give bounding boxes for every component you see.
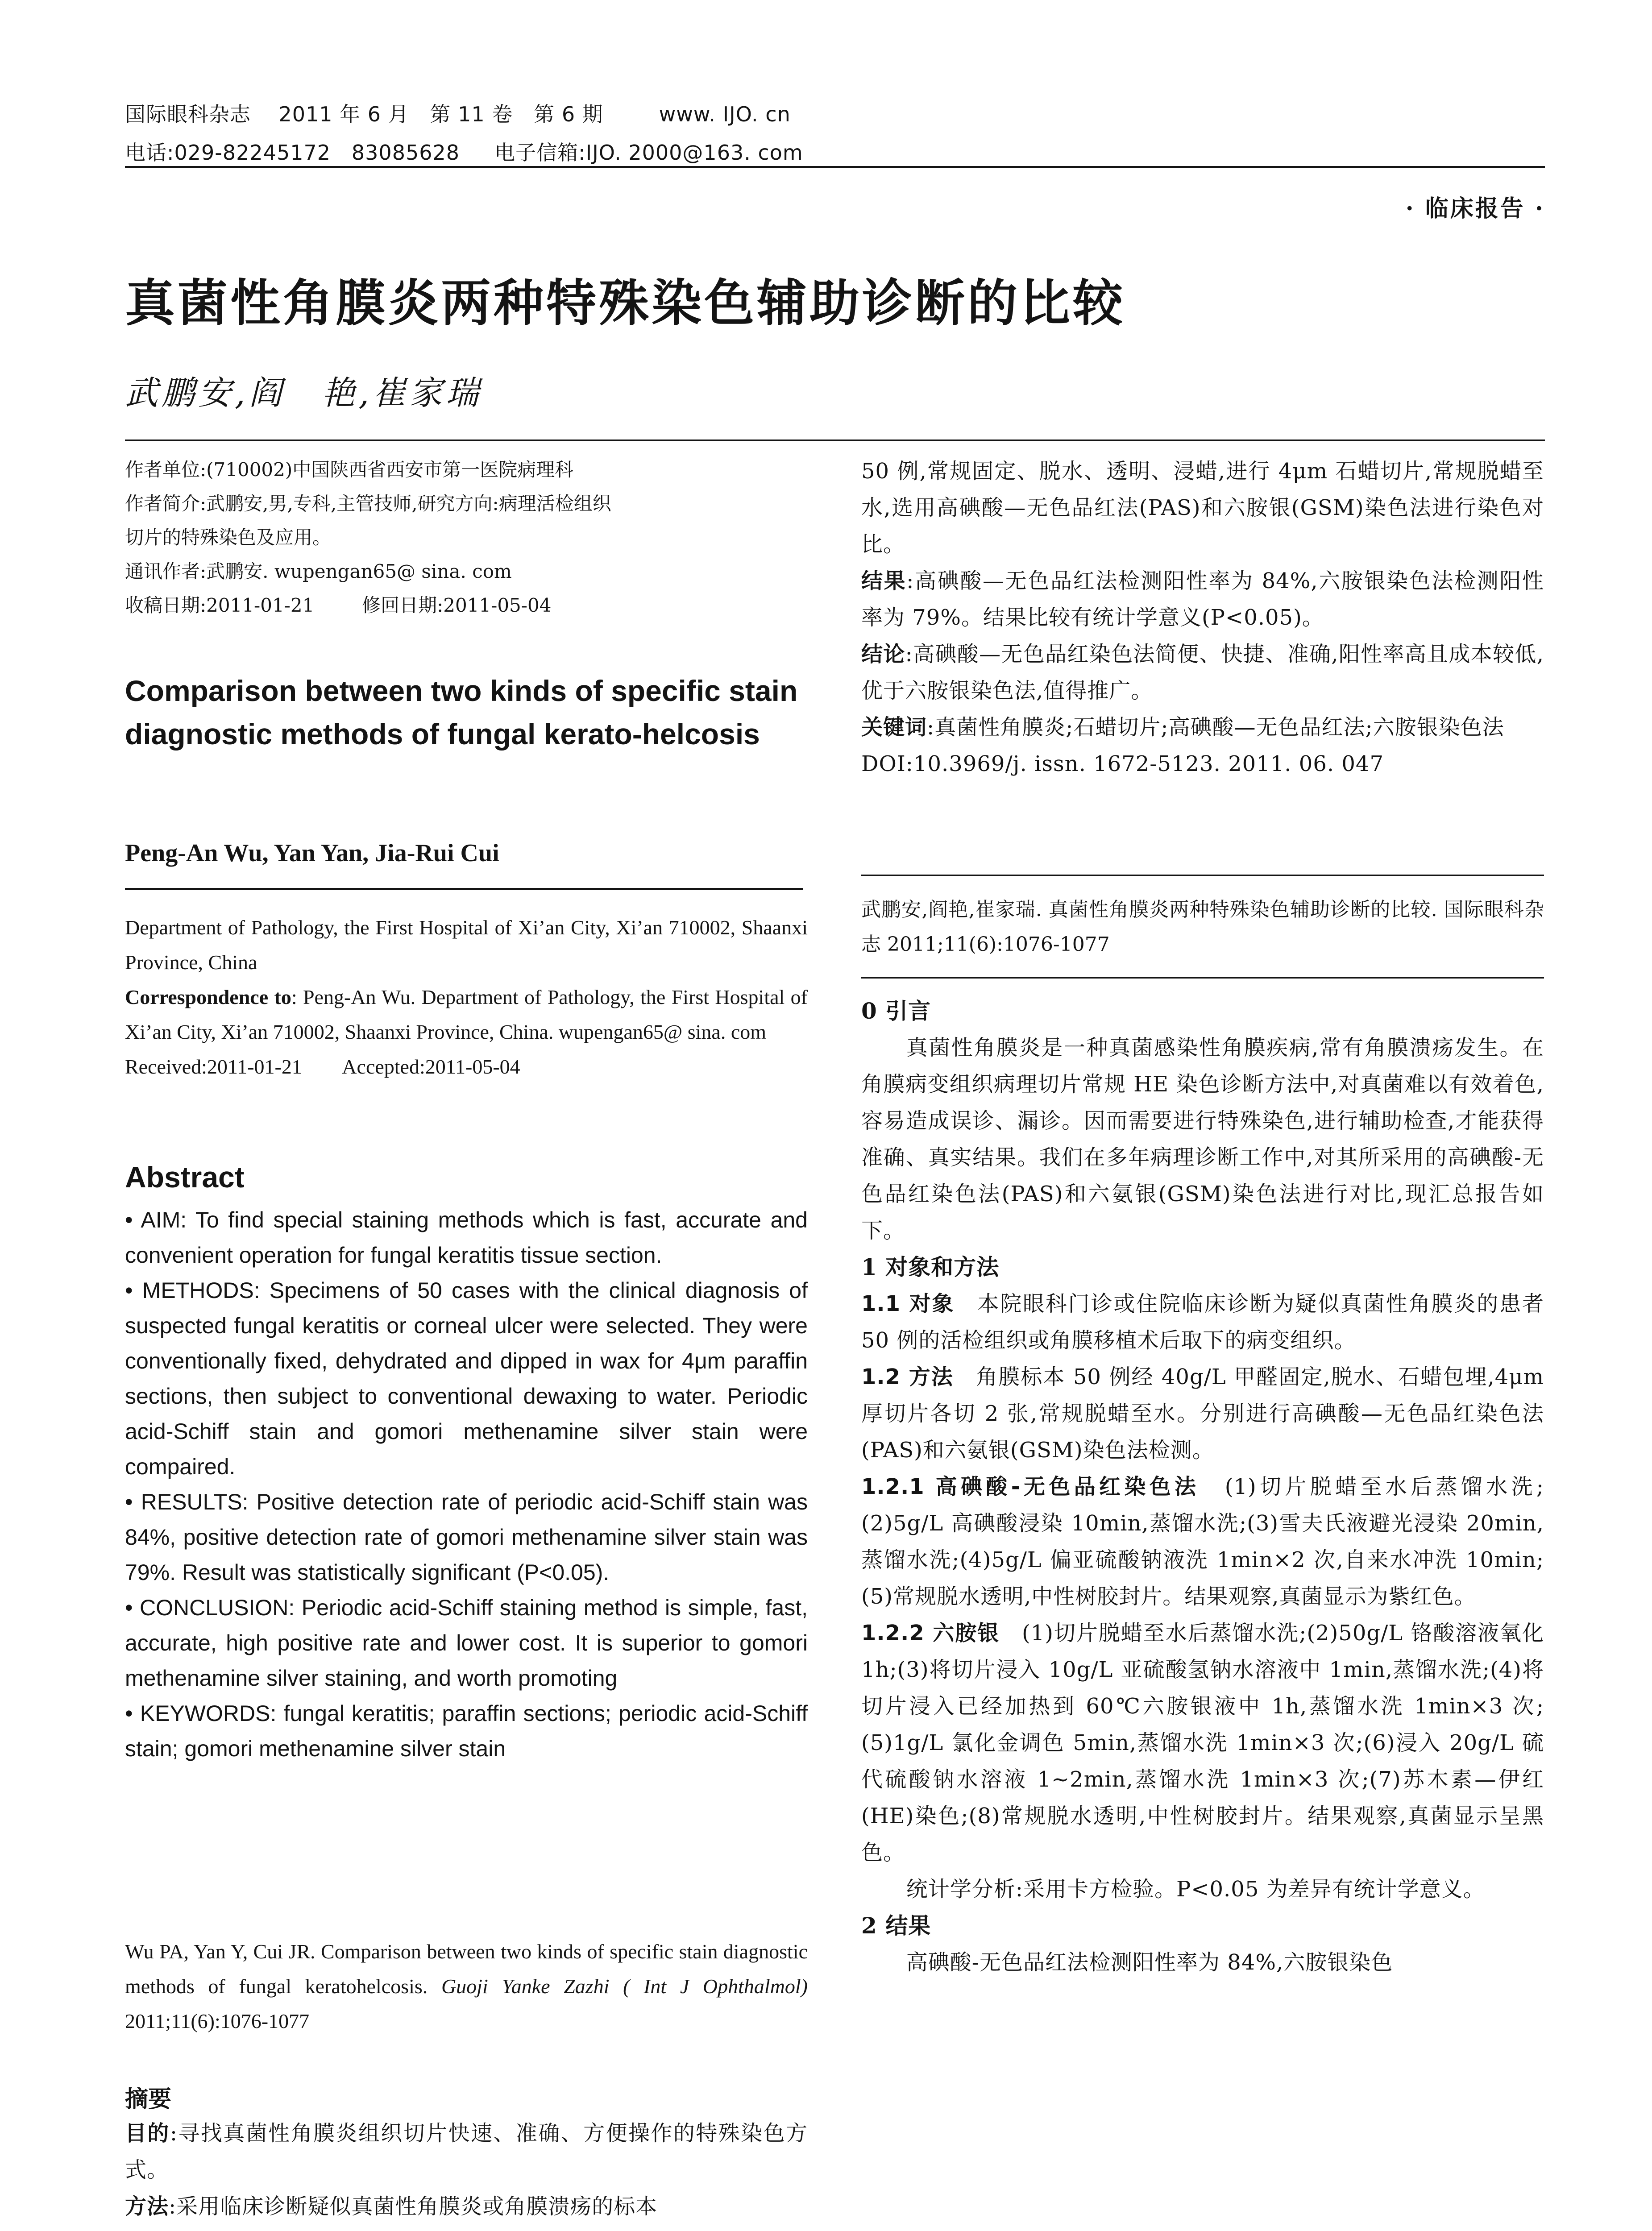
abstract-keywords: • KEYWORDS: fungal keratitis; paraffin sections; periodic acid-Schiff stain; gomori methenamine silver stain <box>125 1701 808 1761</box>
affiliation-en: Department of Pathology, the First Hospital of Xi’an City, Xi’an 710002, Shaanxi Province, China <box>125 916 808 974</box>
dates-cn: 收稿日期:2011-01-21 修回日期:2011-05-04 <box>125 594 552 616</box>
abstract-aim-label: AIM <box>141 1207 181 1232</box>
section-1-2-2-label: 1.2.2 六胺银 <box>861 1621 1000 1646</box>
cn-aim-label: 目的 <box>125 2121 170 2146</box>
section-1-2-2-text: (1)切片脱蜡至水后蒸馏水洗;(2)50g/L 铬酸溶液氧化 1h;(3)将切片浸入 10g/L 亚硫酸氢钠水溶液中 1min,蒸馏水洗;(4)将切片浸入已经加热到 60℃六胺银液中 1h,蒸馏水洗 1min×3 次;(5)1g/L 氯化金调色 5min,蒸馏水洗 1min×3 次;(6)浸入 20g/L 硫代硫酸钠水溶液 1~2min,蒸馏水洗 1min×3 次;(7)苏木素—伊红(HE)染色;(8)常规脱水透明,中性树胶封片。结果观察,真菌显示呈黑色。 <box>861 1621 1544 1865</box>
cn-abstract-right <box>861 453 1544 782</box>
cn-abstract-heading: 摘要 <box>125 2086 172 2113</box>
section-2-heading: 2 结果 <box>861 1912 931 1939</box>
abstract-conclusion-text: : Periodic acid-Schiff staining method is simple, fast, accurate, high positive rate and lower cost. It is superior to gomori methenamine silver staining, and worth promoting <box>125 1595 808 1691</box>
author-info-block <box>125 453 808 622</box>
cn-aim-text: :寻找真菌性角膜炎组织切片快速、准确、方便操作的特殊染色方式。 <box>125 2121 808 2182</box>
section-0-paragraph: 真菌性角膜炎是一种真菌感染性角膜疾病,常有角膜溃疡发生。在角膜病变组织病理切片常规 HE 染色诊断方法中,对真菌难以有效着色,容易造成误诊、漏诊。因而需要进行特殊染色,进行辅助检查,才能获得准确、真实结果。我们在多年病理诊断工作中,对其所采用的高碘酸-无色品红染色法(PAS)和六氨银(GSM)染色法进行对比,现汇总报告如下。 <box>861 1035 1544 1243</box>
cn-citation: 武鹏安,阎艳,崔家瑞. 真菌性角膜炎两种特殊染色辅助诊断的比较. 国际眼科杂志 2011;11(6):1076-1077 <box>861 898 1544 956</box>
cn-doi: DOI:10.3969/j. issn. 1672-5123. 2011. 06. 047 <box>861 751 1384 776</box>
cn-keywords-text: :真菌性角膜炎;石蜡切片;高碘酸—无色品红法;六胺银染色法 <box>927 715 1504 740</box>
abstract-results-text: : Positive detection rate of periodic acid-Schiff stain was 84%, positive detection rate of gomori methenamine silver stain was 79%. Result was statistically significant (P<0.05). <box>125 1489 808 1585</box>
english-affiliation-block <box>125 910 808 1084</box>
article-body <box>861 993 1544 1981</box>
cn-abstract-aim <box>125 2115 808 2188</box>
section-1-2-1-text: (1)切片脱蜡至水后蒸馏水洗;(2)5g/L 高碘酸浸染 10min,蒸馏水洗;(3)雪夫氏液避光浸染 20min,蒸馏水洗;(4)5g/L 偏亚硫酸钠液洗 1min×2 次,自来水冲洗 10min;(5)常规脱水透明,中性树胶封片。结果观察,真菌显示为紫红色。 <box>861 1474 1544 1609</box>
section-1-2 <box>861 1359 1544 1468</box>
corresponding-author-cn: 通讯作者:武鹏安. wupengan65@ sina. com <box>125 560 512 582</box>
section-0-heading: 0 引言 <box>861 998 931 1024</box>
abstract-body <box>125 1203 808 1767</box>
correspondence-text: : Peng-An Wu. Department of Pathology, the First Hospital of Xi’an City, Xi’an 710002, Shaanxi Province, China. wupengan65@ sina. com <box>125 986 808 1043</box>
abstract-keywords-label: KEYWORDS <box>140 1701 270 1726</box>
section-1-2-text: 角膜标本 50 例经 40g/L 甲醛固定,脱水、石蜡包埋,4μm 厚切片各切 2 张,常规脱蜡至水。分别进行高碘酸—无色品红染色法(PAS)和六氨银(GSM)染色法检测。 <box>861 1364 1544 1463</box>
authors-rule <box>125 888 803 890</box>
cn-abstract-methods <box>125 2188 808 2225</box>
cn-results-label: 结果 <box>861 568 907 593</box>
section-1-2-label: 1.2 方法 <box>861 1364 954 1389</box>
chinese-authors: 武鹏安,阎 艳,崔家瑞 <box>125 374 483 412</box>
received-accepted-en: Received:2011-01-21 Accepted:2011-05-04 <box>125 1055 520 1078</box>
english-citation-part2: 2011;11(6):1076-1077 <box>125 2010 310 2032</box>
abstract-results-label: RESULTS <box>141 1489 242 1514</box>
section-1-1 <box>861 1286 1544 1359</box>
abstract-conclusion-label: CONCLUSION <box>140 1595 289 1620</box>
english-title: Comparison between two kinds of specific stain diagnostic methods of fungal kerato-helcosis <box>125 674 798 751</box>
journal-header-line2: 电话:029-82245172 83085628 电子信箱:IJO. 2000@163. com <box>125 141 803 165</box>
english-citation-part1: Wu PA, Yan Y, Cui JR. Comparison between two kinds of specific stain diagnostic methods of fungal keratohelcosis. <box>125 1940 808 1998</box>
abstract-aim-text: : To find special staining methods which is fast, accurate and convenient operation for fungal keratitis tissue section. <box>125 1207 808 1268</box>
author-affiliation-cn: 作者单位:(710002)中国陕西省西安市第一医院病理科 <box>125 459 574 481</box>
abstract-methods-label: METHODS <box>142 1278 254 1303</box>
citation-rule <box>861 875 1544 876</box>
abstract-keywords-text: : fungal keratitis; paraffin sections; periodic acid-Schiff stain; gomori methenamine silver stain <box>125 1701 808 1761</box>
cn-conclusion-text: :高碘酸—无色品红染色法简便、快捷、准确,阳性率高且成本较低,优于六胺银染色法,值得推广。 <box>861 642 1544 703</box>
author-bio-cn-cont: 切片的特殊染色及应用。 <box>125 527 332 548</box>
cn-abstract-conclusion <box>861 636 1544 709</box>
section-1-1-text: 本院眼科门诊或住院临床诊断为疑似真菌性角膜炎的患者 50 例的活检组织或角膜移植术后取下的病变组织。 <box>861 1291 1544 1353</box>
cn-methods-label: 方法 <box>125 2194 169 2219</box>
journal-header-line1: 国际眼科杂志 2011 年 6 月 第 11 卷 第 6 期 www. IJO. cn <box>125 102 791 126</box>
article-title: 真菌性角膜炎两种特殊染色辅助诊断的比较 <box>125 274 1125 332</box>
column-top-rule <box>125 440 1545 441</box>
cn-methods-cont: 50 例,常规固定、脱水、透明、浸蜡,进行 4μm 石蜡切片,常规脱蜡至水,选用高碘酸—无色品红法(PAS)和六胺银(GSM)染色法进行染色对比。 <box>861 459 1544 557</box>
cn-methods-text: :采用临床诊断疑似真菌性角膜炎或角膜溃疡的标本 <box>169 2194 658 2219</box>
statistics-paragraph: 统计学分析:采用卡方检验。P<0.05 为差异有统计学意义。 <box>906 1877 1485 1902</box>
cn-keywords-label: 关键词 <box>861 715 927 740</box>
section-1-2-1 <box>861 1468 1544 1615</box>
correspondence-en <box>125 980 808 1049</box>
section-1-1-label: 1.1 对象 <box>861 1291 955 1316</box>
correspondence-label: Correspondence to <box>125 986 291 1008</box>
abstract-aim: • AIM: To find special staining methods which is fast, accurate and convenient operation for fungal keratitis tissue section. <box>125 1207 808 1268</box>
abstract-conclusion: • CONCLUSION: Periodic acid-Schiff staining method is simple, fast, accurate, high positive rate and lower cost. It is superior to gomori methenamine silver staining, and worth promoting <box>125 1595 808 1691</box>
abstract-methods-text: : Specimens of 50 cases with the clinical diagnosis of suspected fungal keratitis or corneal ulcer were selected. They were conventionally fixed, dehydrated and dipped in wax for 4μm paraffin sections, then subject to conventional dewaxing to water. Periodic acid-Schiff stain and gomori methenamine silver stain were compaired. <box>125 1278 808 1479</box>
header-rule <box>125 166 1545 168</box>
cn-abstract-keywords <box>861 709 1544 746</box>
english-authors: Peng-An Wu, Yan Yan, Jia-Rui Cui <box>125 839 499 867</box>
section-label: · 临床报告 · <box>1405 195 1545 222</box>
author-bio-cn: 作者简介:武鹏安,男,专科,主管技师,研究方向:病理活检组织 <box>125 493 611 514</box>
cn-abstract-results <box>861 563 1544 636</box>
section-1-2-1-label: 1.2.1 高碘酸-无色品红染色法 <box>861 1474 1200 1499</box>
cn-conclusion-label: 结论 <box>861 642 905 667</box>
english-citation-journal: Guoji Yanke Zazhi ( Int J Ophthalmol) <box>441 1975 808 1998</box>
english-citation <box>125 1934 808 2039</box>
abstract-heading: Abstract <box>125 1161 245 1194</box>
section-1-2-2 <box>861 1615 1544 1871</box>
cn-abstract-left <box>125 2115 808 2225</box>
cn-results-text: :高碘酸—无色品红法检测阳性率为 84%,六胺银染色法检测阳性率为 79%。结果比较有统计学意义(P<0.05)。 <box>861 568 1544 630</box>
citation-bottom-rule <box>861 977 1544 979</box>
abstract-results: • RESULTS: Positive detection rate of periodic acid-Schiff stain was 84%, positive detection rate of gomori methenamine silver stain was 79%. Result was statistically significant (P<0.05). <box>125 1489 808 1585</box>
section-1-heading: 1 对象和方法 <box>861 1254 1000 1280</box>
section-2-paragraph: 高碘酸-无色品红法检测阳性率为 84%,六胺银染色 <box>906 1950 1393 1975</box>
abstract-methods: • METHODS: Specimens of 50 cases with the clinical diagnosis of suspected fungal keratitis or corneal ulcer were selected. They were conventionally fixed, dehydrated and dipped in wax for 4μm paraffin sections, then subject to conventional dewaxing to water. Periodic acid-Schiff stain and gomori methenamine silver stain were compaired. <box>125 1278 808 1479</box>
